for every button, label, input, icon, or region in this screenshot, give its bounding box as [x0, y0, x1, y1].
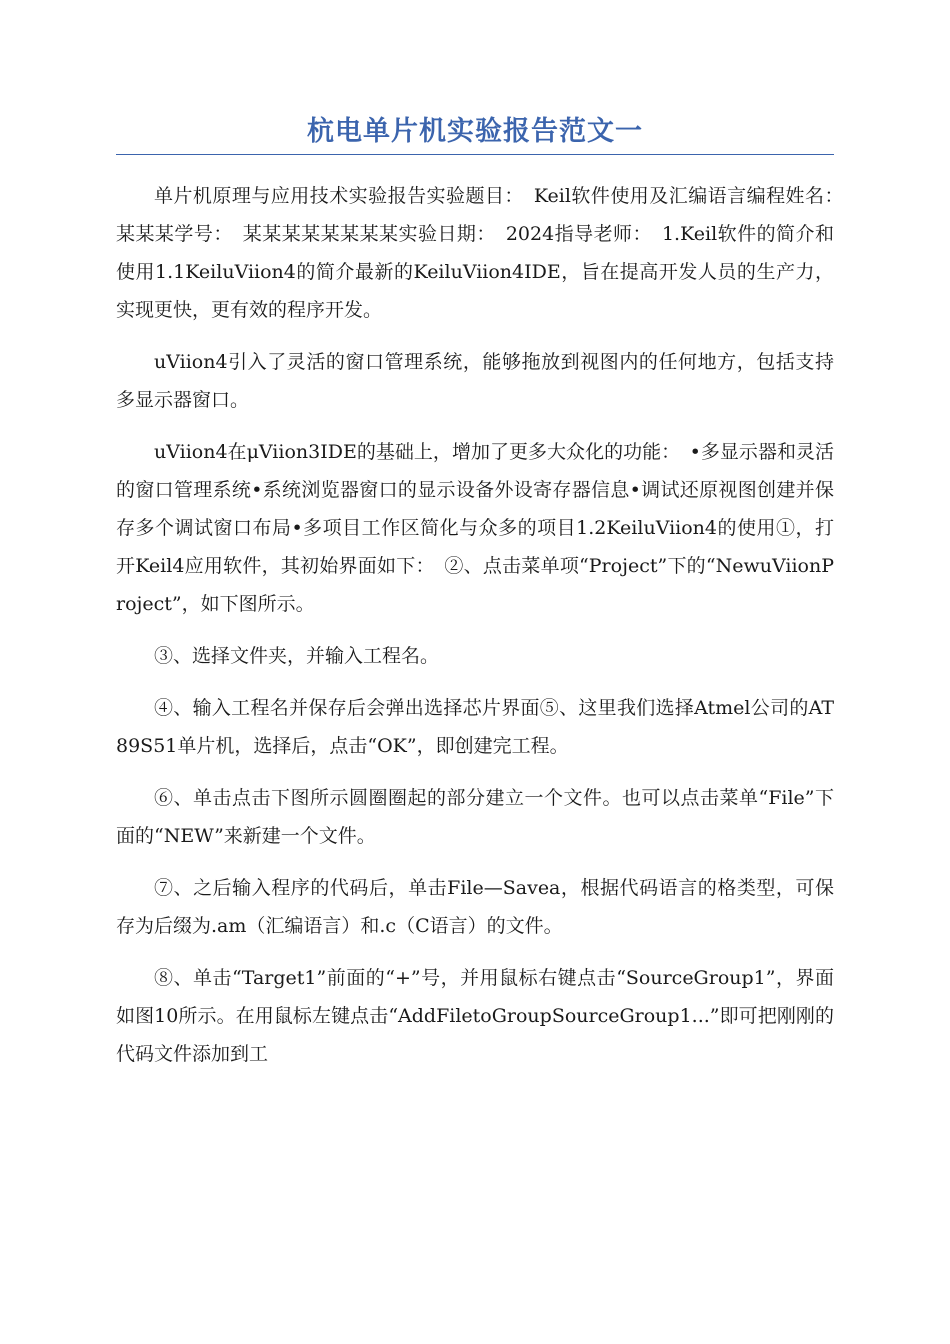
paragraph-step-3: ③、选择文件夹，并输入工程名。: [154, 645, 440, 667]
paragraph-intro: 单片机原理与应用技术实验报告实验题目： Keil软件使用及汇编语言编程姓名： 某某某学号： 某某某某某某某某实验日期： 2024指导老师： 1.Keil软件的简介和使用1.1KeiluViion4的简介最新的KeiluViion4IDE，旨在提高开发人员的生产力，实现更快，更有效的程序开发。: [116, 185, 854, 321]
paragraph-step-6: ⑥、单击点击下图所示圆圈圈起的部分建立一个文件。也可以点击菜单“File”下面的“NEW”来新建一个文件。: [116, 787, 834, 847]
paragraph-step-4-5: ④、输入工程名并保存后会弹出选择芯片界面⑤、这里我们选择Atmel公司的AT89S51单片机，选择后，点击“OK”，即创建完工程。: [116, 697, 834, 757]
paragraph-window-system: uViion4引入了灵活的窗口管理系统，能够拖放到视图内的任何地方，包括支持多显示器窗口。: [116, 351, 834, 411]
document-page: [116, 112, 854, 1087]
document-title: 杭电单片机实验报告范文一: [116, 112, 834, 155]
paragraph-step-7: ⑦、之后输入程序的代码后，单击File—Savea，根据代码语言的格类型，可保存为后缀为.am（汇编语言）和.c（C语言）的文件。: [116, 877, 834, 937]
paragraph-features: uViion4在μViion3IDE的基础上，增加了更多大众化的功能： •多显示器和灵活的窗口管理系统•系统浏览器窗口的显示设备外设寄存器信息•调试还原视图创建并保存多个调试窗口布局•多项目工作区简化与众多的项目1.2KeiluViion4的使用①，打开Keil4应用软件，其初始界面如下： ②、点击菜单项“Project”下的“NewuViionProject”，如下图所示。: [116, 441, 834, 615]
document-body: [116, 177, 854, 1073]
paragraph-step-8: ⑧、单击“Target1”前面的“+”号，并用鼠标右键点击“SourceGroup1”，界面如图10所示。在用鼠标左键点击“AddFiletoGroupSourceGroup1...”即可把刚刚的代码文件添加到工: [116, 967, 834, 1065]
